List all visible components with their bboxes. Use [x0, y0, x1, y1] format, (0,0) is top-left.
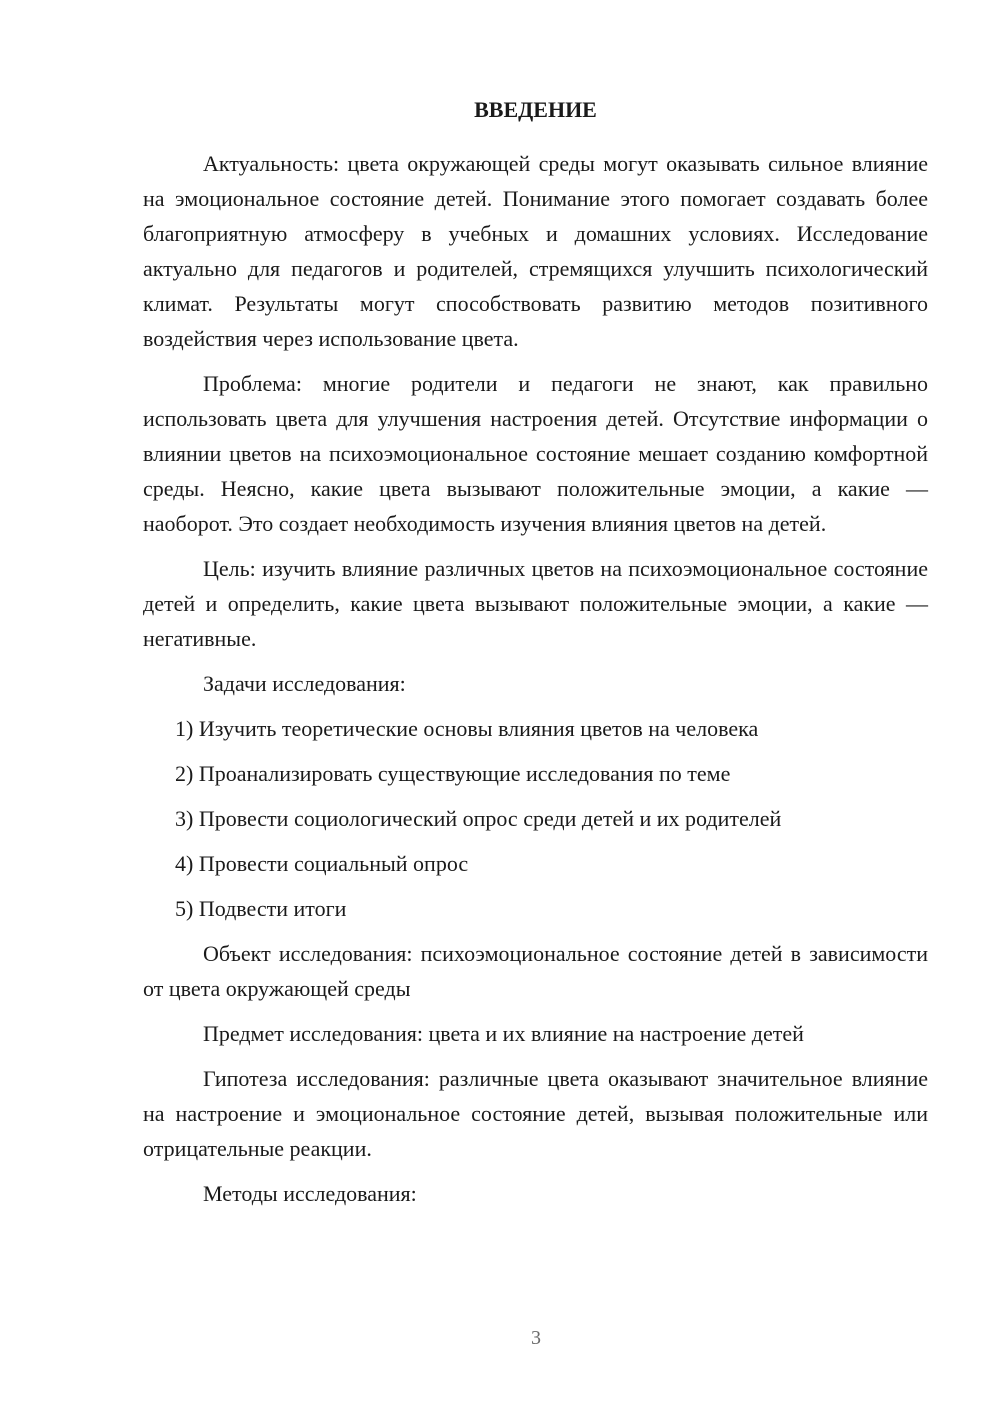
task-item: 4) Провести социальный опрос: [175, 851, 469, 876]
methods-heading: Методы исследования:: [203, 1181, 417, 1206]
tasks-list: [143, 711, 928, 926]
task-item: 1) Изучить теоретические основы влияния цветов на человека: [175, 716, 759, 741]
section-title: ВВЕДЕНИЕ: [474, 97, 597, 122]
hypothesis-paragraph: Гипотеза исследования: различные цвета оказывают значительное влияние на настроение и эмоциональное состояние детей, вызывая положительные или отрицательные реакции.: [143, 1066, 928, 1161]
task-item: 3) Провести социологический опрос среди детей и их родителей: [175, 806, 782, 831]
task-item: 2) Проанализировать существующие исследования по теме: [175, 761, 731, 786]
task-item: 5) Подвести итоги: [175, 896, 347, 921]
page-number: 3: [531, 1327, 541, 1349]
problem-paragraph: Проблема: многие родители и педагоги не знают, как правильно использовать цвета для улучшения настроения детей. Отсутствие информации о влиянии цветов на психоэмоциональное состояние мешает созданию комфортной среды. Неясно, какие цвета вызывают положительные эмоции, а какие — наоборот. Это создает необходимость изучения влияния цветов на детей.: [143, 371, 928, 536]
page-content: [143, 92, 928, 1221]
goal-paragraph: Цель: изучить влияние различных цветов на психоэмоциональное состояние детей и определить, какие цвета вызывают положительные эмоции, а какие — негативные.: [143, 556, 928, 651]
subject-paragraph: Предмет исследования: цвета и их влияние на настроение детей: [203, 1021, 804, 1046]
object-paragraph: Объект исследования: психоэмоциональное состояние детей в зависимости от цвета окружающей среды: [143, 941, 928, 1001]
relevance-paragraph: Актуальность: цвета окружающей среды могут оказывать сильное влияние на эмоциональное состояние детей. Понимание этого помогает создавать более благоприятную атмосферу в учебных и домашних условиях. Исследование актуально для педагогов и родителей, стремящихся улучшить психологический климат. Результаты могут способствовать развитию методов позитивного воздействия через использование цвета.: [143, 151, 928, 351]
tasks-heading: Задачи исследования:: [203, 671, 406, 696]
